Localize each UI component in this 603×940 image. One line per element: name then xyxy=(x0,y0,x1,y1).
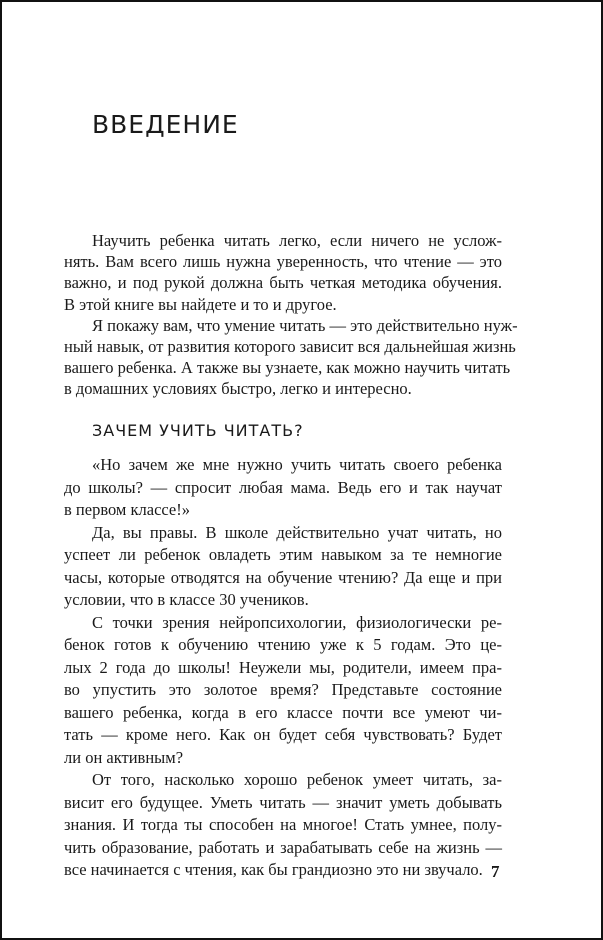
text-line: все начинается с чтения, как бы грандиозно это ни звучало. xyxy=(64,860,483,879)
chapter-title: ВВЕДЕНИЕ xyxy=(92,110,239,139)
text-line: вашего ребенка. А также вы узнаете, как можно научить читать xyxy=(64,358,511,378)
text-line: во упустить это золотое время? Представьте состояние xyxy=(64,680,502,699)
text-line: нять. Вам всего лишь нужна уверенность, что чтение — это xyxy=(64,252,502,272)
text-line: часы, которые отводятся на обучение чтению? Да еще и при xyxy=(64,567,502,587)
text-line: Научить ребенка читать легко, если ничего не услож- xyxy=(92,231,502,250)
text-line: Да, вы правы. В школе действительно учат читать, но xyxy=(92,522,502,542)
text-line: Я покажу вам, что умение читать — это действительно нуж- xyxy=(92,315,518,335)
text-line: тать — кроме него. Как он будет себя чувствовать? Будет xyxy=(64,725,502,744)
text-line: в первом классе!» xyxy=(64,500,190,519)
text-line: От того, насколько хорошо ребенок умеет читать, за- xyxy=(92,770,502,789)
text-line: В этой книге вы найдете и то и другое. xyxy=(64,294,337,314)
page-number: 7 xyxy=(491,862,500,881)
text-line: ли он активным? xyxy=(64,747,184,767)
text-line: условии, что в классе 30 учеников. xyxy=(64,590,309,609)
text-line: «Но зачем же мне нужно учить читать своего ребенка xyxy=(92,455,502,474)
text-line: до школы? — спросит любая мама. Ведь его и так научат xyxy=(64,477,502,497)
text-line: успеет ли ребенок овладеть этим навыком за те немногие xyxy=(64,545,502,564)
section-title: ЗАЧЕМ УЧИТЬ ЧИТАТЬ? xyxy=(92,421,304,440)
text-line: важно, и под рукой должна быть четкая методика обучения. xyxy=(64,273,502,293)
text-line: висит его будущее. Уметь читать — значит уметь добывать xyxy=(64,792,502,812)
text-line: в домашних условиях быстро, легко и интересно. xyxy=(64,379,412,399)
text-line: чить образование, работать и зарабатывать себе на жизнь — xyxy=(64,837,502,857)
section-text xyxy=(64,454,502,882)
text-line: лых 2 года до школы! Неужели мы, родители, имеем пра- xyxy=(64,657,502,677)
text-line: ный навык, от развития которого зависит вся дальнейшая жизнь xyxy=(64,337,516,357)
text-line: вашего ребенка, когда в его классе почти все умеют чи- xyxy=(64,702,502,722)
text-line: знания. И тогда ты способен на многое! Стать умнее, полу- xyxy=(64,815,502,834)
text-line: С точки зрения нейропсихологии, физиологически ре- xyxy=(92,612,502,632)
intro-text xyxy=(64,230,518,400)
text-line: бенок готов к обучению чтению уже к 5 годам. Это це- xyxy=(64,635,502,654)
